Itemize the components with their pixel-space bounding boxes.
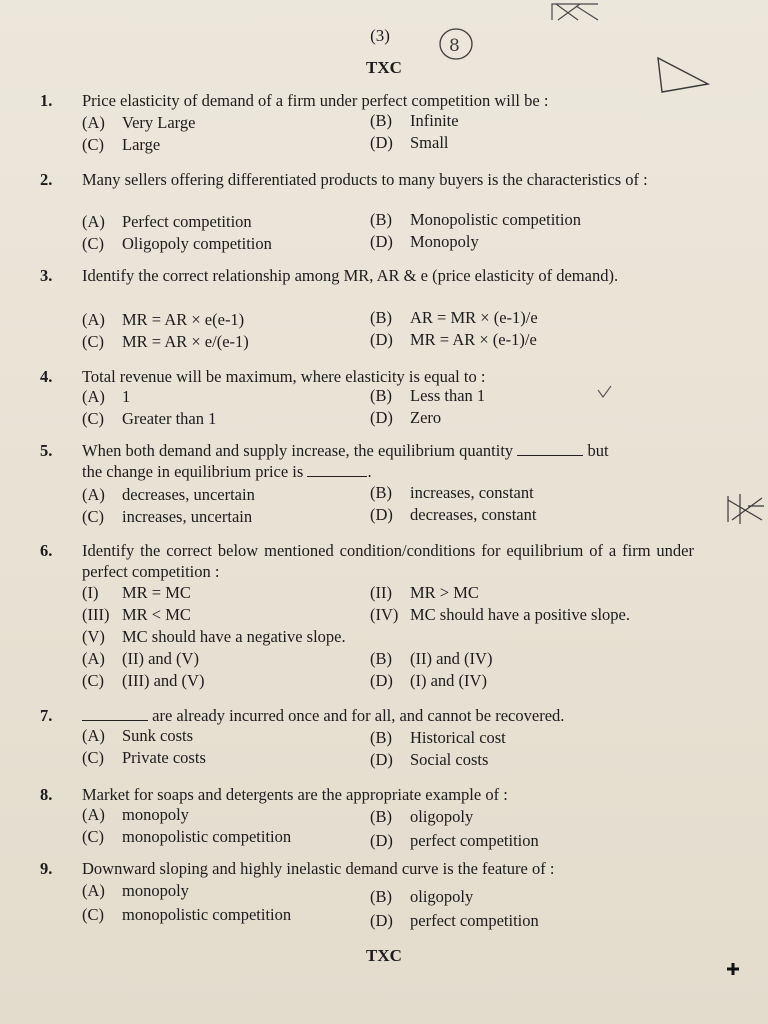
- answer-blank: [517, 441, 583, 456]
- question-number: 1.: [40, 91, 53, 110]
- option-d: (D) Monopoly: [370, 232, 479, 251]
- question-text: Downward sloping and highly inelastic demand curve is the feature of :: [82, 859, 555, 878]
- answer-blank: [82, 706, 148, 721]
- paper-code-footer: TXC: [366, 946, 402, 965]
- option-a: (A) MR = AR × e(e-1): [82, 310, 245, 329]
- option-a: (A) decreases, uncertain: [82, 485, 255, 504]
- option-a: (A) Very Large: [82, 113, 196, 132]
- question-number: 2.: [40, 170, 53, 189]
- condition-v: (V) MC should have a negative slope.: [82, 627, 346, 646]
- option-c: (C) Greater than 1: [82, 409, 217, 428]
- option-d: (D) Small: [370, 133, 449, 152]
- option-c: (C) MR = AR × e/(e-1): [82, 332, 249, 351]
- option-c: (C) Private costs: [82, 748, 206, 767]
- question-number: 9.: [40, 859, 53, 878]
- option-b: (B) increases, constant: [370, 483, 534, 502]
- option-a: (A) monopoly: [82, 805, 189, 824]
- condition-iv: (IV) MC should have a positive slope.: [370, 605, 630, 624]
- option-b: (B) Infinite: [370, 111, 459, 130]
- option-c: (C) (III) and (V): [82, 671, 205, 690]
- option-b: (B) oligopoly: [370, 807, 474, 826]
- option-b: (B) Monopolistic competition: [370, 210, 581, 229]
- option-a: (A) 1: [82, 387, 131, 406]
- question-text: Total revenue will be maximum, where elasticity is equal to :: [82, 367, 486, 386]
- paper-code-header: TXC: [366, 58, 402, 77]
- question-number: 8.: [40, 785, 53, 804]
- option-a: (A) (II) and (V): [82, 649, 199, 668]
- option-c: (C) Large: [82, 135, 161, 154]
- question-number: 7.: [40, 706, 53, 725]
- scribble-mark-top: [548, 0, 604, 26]
- option-a: (A) monopoly: [82, 881, 189, 900]
- condition-iii: (III) MR < MC: [82, 605, 191, 624]
- option-d: (D) decreases, constant: [370, 505, 537, 524]
- option-b: (B) AR = MR × (e-1)/e: [370, 308, 538, 327]
- scribble-mark-side: [726, 492, 766, 526]
- question-number: 6.: [40, 541, 53, 560]
- question-text: Price elasticity of demand of a firm under perfect competition will be :: [82, 91, 549, 110]
- circled-number-mark: [436, 24, 478, 64]
- page-number: (3): [370, 26, 390, 45]
- question-text: are already incurred once and for all, and cannot be recovered.: [82, 705, 694, 726]
- option-d: (D) MR = AR × (e-1)/e: [370, 330, 537, 349]
- option-d: (D) perfect competition: [370, 831, 539, 850]
- option-c: (C) increases, uncertain: [82, 507, 253, 526]
- question-text: Identify the correct below mentioned condition/conditions for equilibrium of a firm under perfect competition :: [82, 541, 694, 581]
- option-c: (C) monopolistic competition: [82, 827, 292, 846]
- option-c: (C) Oligopoly competition: [82, 234, 272, 253]
- option-a: (A) Perfect competition: [82, 212, 252, 231]
- option-b: (B) Historical cost: [370, 728, 506, 747]
- question-text: Identify the correct relationship among MR, AR & e (price elasticity of demand).: [82, 266, 619, 285]
- option-b: (B) Less than 1: [370, 386, 486, 405]
- question-number: 3.: [40, 266, 53, 285]
- option-d: (D) perfect competition: [370, 911, 539, 930]
- option-d: (D) Social costs: [370, 750, 489, 769]
- option-a: (A) Sunk costs: [82, 726, 194, 745]
- question-number: 5.: [40, 441, 53, 460]
- question-number: 4.: [40, 367, 53, 386]
- answer-blank: [307, 462, 367, 477]
- svg-text:8: 8: [449, 36, 460, 56]
- option-c: (C) monopolistic competition: [82, 905, 292, 924]
- condition-i: (I) MR = MC: [82, 583, 191, 602]
- condition-ii: (II) MR > MC: [370, 583, 479, 602]
- option-b: (B) oligopoly: [370, 887, 474, 906]
- option-d: (D) Zero: [370, 408, 442, 427]
- question-text: Market for soaps and detergents are the appropriate example of :: [82, 785, 508, 804]
- question-text: When both demand and supply increase, the equilibrium quantity but the change in equilibrium price is .: [82, 441, 609, 481]
- option-d: (D) (I) and (IV): [370, 671, 487, 690]
- question-text: Many sellers offering differentiated products to many buyers is the characteristics of :: [82, 170, 648, 189]
- option-b: (B) (II) and (IV): [370, 649, 493, 668]
